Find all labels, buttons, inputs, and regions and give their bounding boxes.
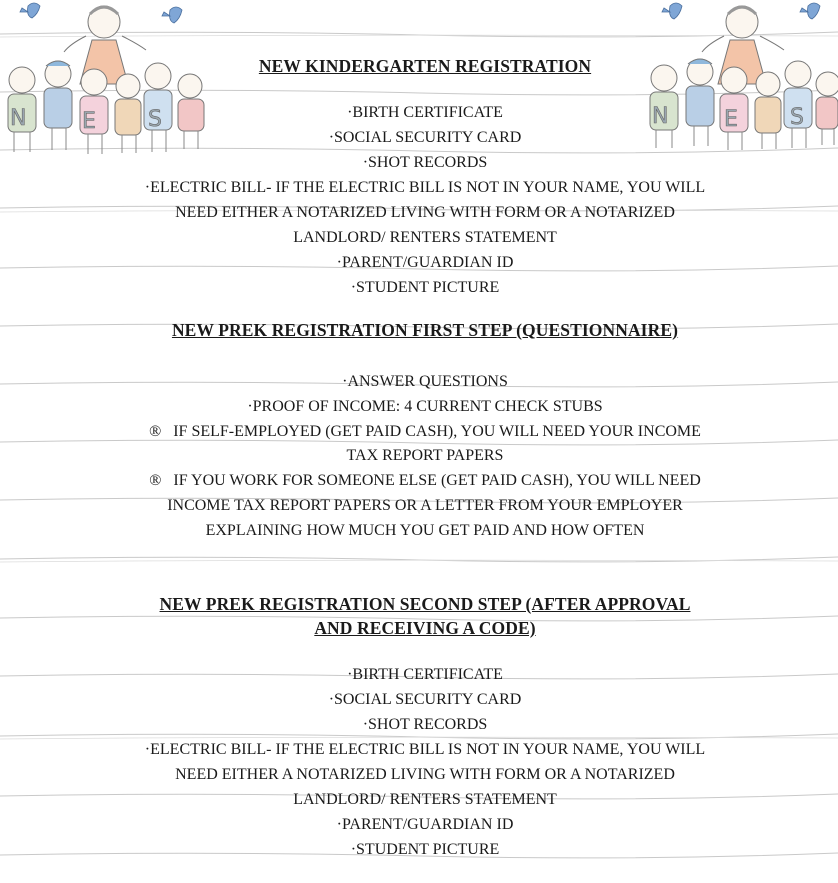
list-item: ·SOCIAL SECURITY CARD xyxy=(328,691,522,708)
list-item: EXPLAINING HOW MUCH YOU GET PAID AND HOW OFTEN xyxy=(205,522,645,539)
list-item: ·STUDENT PICTURE xyxy=(350,841,500,858)
list-item: LANDLORD/ RENTERS STATEMENT xyxy=(293,791,557,808)
list-item: ® IF SELF-EMPLOYED (GET PAID CASH), YOU WILL NEED YOUR INCOME xyxy=(149,423,701,440)
section-heading-prek-second-step: NEW PREK REGISTRATION SECOND STEP (AFTER APPROVAL xyxy=(159,594,691,614)
list-item: ·PROOF OF INCOME: 4 CURRENT CHECK STUBS xyxy=(247,398,603,415)
banner-letter: S xyxy=(790,105,804,130)
list-item: ·PARENT/GUARDIAN ID xyxy=(336,816,514,833)
section-heading-prek-first-step: NEW PREK REGISTRATION FIRST STEP (QUESTIONNAIRE) xyxy=(171,320,679,340)
list-item: ·SHOT RECORDS xyxy=(362,716,488,733)
list-item: ·ELECTRIC BILL- IF THE ELECTRIC BILL IS NOT IN YOUR NAME, YOU WILL xyxy=(144,179,706,196)
list-item: ·ELECTRIC BILL- IF THE ELECTRIC BILL IS NOT IN YOUR NAME, YOU WILL xyxy=(144,741,706,758)
banner-letter: S xyxy=(148,107,162,132)
list-item: ·PARENT/GUARDIAN ID xyxy=(336,254,514,271)
list-item: ·BIRTH CERTIFICATE xyxy=(347,666,503,683)
list-item: ·BIRTH CERTIFICATE xyxy=(347,104,503,121)
list-item: TAX REPORT PAPERS xyxy=(346,447,504,464)
banner-letter: E xyxy=(82,109,96,134)
banner-letter: N xyxy=(10,106,27,131)
list-item: ·ANSWER QUESTIONS xyxy=(342,373,508,390)
list-item: ® IF YOU WORK FOR SOMEONE ELSE (GET PAID CASH), YOU WILL NEED xyxy=(149,472,701,489)
section-heading-prek-second-step-line2: AND RECEIVING A CODE) xyxy=(314,618,536,638)
list-item: INCOME TAX REPORT PAPERS OR A LETTER FROM YOUR EMPLOYER xyxy=(167,497,683,514)
list-item: ·SOCIAL SECURITY CARD xyxy=(328,129,522,146)
list-item: NEED EITHER A NOTARIZED LIVING WITH FORM OR A NOTARIZED xyxy=(175,766,675,783)
section-heading-kindergarten: NEW KINDERGARTEN REGISTRATION xyxy=(258,56,592,76)
banner-letter: E xyxy=(724,107,738,132)
list-item: ·STUDENT PICTURE xyxy=(350,279,500,296)
list-item: LANDLORD/ RENTERS STATEMENT xyxy=(293,229,557,246)
banner-letter: N xyxy=(652,104,669,129)
list-item: NEED EITHER A NOTARIZED LIVING WITH FORM OR A NOTARIZED xyxy=(175,204,675,221)
list-item: ·SHOT RECORDS xyxy=(362,154,488,171)
